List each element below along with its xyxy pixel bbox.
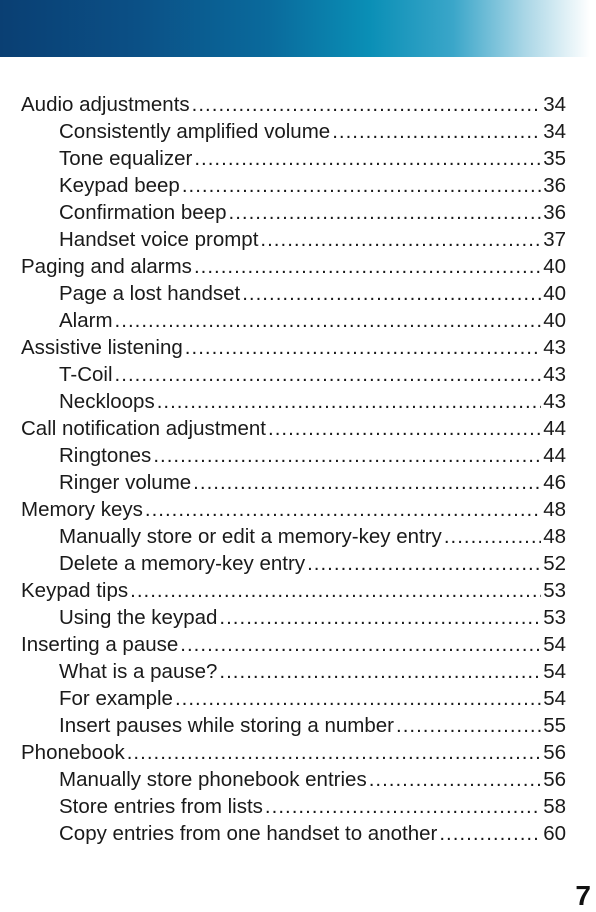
toc-subentry <box>21 820 566 847</box>
dot-leader <box>192 91 542 118</box>
toc-entry-title: Handset voice prompt <box>59 228 259 251</box>
toc-subentry <box>21 172 566 199</box>
toc-subentry <box>21 550 566 577</box>
dot-leader <box>130 577 541 604</box>
toc-entry-page: 55 <box>543 714 566 737</box>
toc-entry-page: 43 <box>543 363 566 386</box>
dot-leader <box>194 253 541 280</box>
toc-entry-page: 52 <box>543 552 566 575</box>
toc-entry-page: 53 <box>543 579 566 602</box>
toc-entry-page: 36 <box>543 201 566 224</box>
toc-entry-title: Keypad tips <box>21 579 129 602</box>
dot-leader <box>157 388 541 415</box>
dot-leader <box>175 685 541 712</box>
dot-leader <box>332 118 541 145</box>
toc-subentry <box>21 199 566 226</box>
toc-subentry <box>21 361 566 388</box>
toc-subentry <box>21 118 566 145</box>
dot-leader <box>219 604 541 631</box>
toc-entry-title: Inserting a pause <box>21 633 179 656</box>
toc-entry-title: Alarm <box>59 309 113 332</box>
toc-entry-page: 40 <box>543 255 566 278</box>
toc-subentry <box>21 712 566 739</box>
toc-entry-title: Paging and alarms <box>21 255 192 278</box>
toc-entry-page: 43 <box>543 336 566 359</box>
toc-subentry <box>21 226 566 253</box>
toc-entry <box>21 334 566 361</box>
toc-entry <box>21 91 566 118</box>
dot-leader <box>145 496 541 523</box>
dot-leader <box>369 766 541 793</box>
toc-entry-title: Insert pauses while storing a number <box>59 714 395 737</box>
toc-subentry <box>21 658 566 685</box>
toc-entry-page: 54 <box>543 633 566 656</box>
toc-entry-title: What is a pause? <box>59 660 218 683</box>
toc-entry-page: 37 <box>543 228 566 251</box>
toc-entry-page: 46 <box>543 471 566 494</box>
dot-leader <box>439 820 541 847</box>
dot-leader <box>182 172 541 199</box>
toc-subentry <box>21 442 566 469</box>
toc-entry-page: 56 <box>543 768 566 791</box>
toc-entry-page: 35 <box>543 147 566 170</box>
dot-leader <box>153 442 541 469</box>
toc-entry-title: Memory keys <box>21 498 143 521</box>
toc-entry-page: 54 <box>543 660 566 683</box>
header-banner <box>0 0 596 57</box>
toc-entry-page: 44 <box>543 417 566 440</box>
toc-entry <box>21 631 566 658</box>
toc-entry-page: 56 <box>543 741 566 764</box>
toc-subentry <box>21 685 566 712</box>
toc-subentry <box>21 280 566 307</box>
dot-leader <box>242 280 541 307</box>
dot-leader <box>115 307 542 334</box>
toc-entry-title: Copy entries from one handset to another <box>59 822 438 845</box>
dot-leader <box>444 523 541 550</box>
toc-entry <box>21 415 566 442</box>
toc-entry-title: Manually store or edit a memory-key entry <box>59 525 442 548</box>
dot-leader <box>229 199 542 226</box>
toc-entry-page: 54 <box>543 687 566 710</box>
dot-leader <box>307 550 541 577</box>
toc-entry-title: Keypad beep <box>59 174 180 197</box>
dot-leader <box>180 631 541 658</box>
toc-entry-page: 40 <box>543 309 566 332</box>
toc-entry-title: Assistive listening <box>21 336 183 359</box>
toc-subentry <box>21 766 566 793</box>
toc-entry-title: Store entries from lists <box>59 795 263 818</box>
toc-subentry <box>21 523 566 550</box>
toc-subentry <box>21 604 566 631</box>
toc-entry <box>21 253 566 280</box>
toc-entry-title: Manually store phonebook entries <box>59 768 367 791</box>
toc-entry-page: 58 <box>543 795 566 818</box>
dot-leader <box>115 361 542 388</box>
toc-entry-title: Tone equalizer <box>59 147 193 170</box>
toc-entry-title: Phonebook <box>21 741 125 764</box>
toc-entry-page: 60 <box>543 822 566 845</box>
toc-entry-title: Delete a memory-key entry <box>59 552 306 575</box>
toc-entry-page: 40 <box>543 282 566 305</box>
toc-entry-page: 34 <box>543 93 566 116</box>
toc-subentry <box>21 388 566 415</box>
toc-entry-title: Call notification adjustment <box>21 417 266 440</box>
toc-entry-title: Consistently amplified volume <box>59 120 331 143</box>
toc-entry-title: Using the keypad <box>59 606 218 629</box>
toc-entry-title: T-Coil <box>59 363 113 386</box>
toc-entry-page: 44 <box>543 444 566 467</box>
toc-entry-page: 53 <box>543 606 566 629</box>
toc-entry-title: For example <box>59 687 173 710</box>
dot-leader <box>260 226 541 253</box>
dot-leader <box>185 334 541 361</box>
toc-entry-page: 43 <box>543 390 566 413</box>
toc-entry-title: Audio adjustments <box>21 93 190 116</box>
dot-leader <box>396 712 541 739</box>
toc-entry <box>21 496 566 523</box>
toc-entry-page: 36 <box>543 174 566 197</box>
toc-subentry <box>21 307 566 334</box>
toc-entry <box>21 577 566 604</box>
dot-leader <box>194 145 541 172</box>
toc-subentry <box>21 469 566 496</box>
toc-entry-title: Page a lost handset <box>59 282 241 305</box>
toc-entry-page: 34 <box>543 120 566 143</box>
toc-entry-page: 48 <box>543 525 566 548</box>
toc-entry-title: Ringtones <box>59 444 152 467</box>
dot-leader <box>193 469 541 496</box>
page-number: 7 <box>575 880 591 911</box>
toc-entry-title: Neckloops <box>59 390 155 413</box>
dot-leader <box>219 658 541 685</box>
dot-leader <box>265 793 541 820</box>
dot-leader <box>268 415 541 442</box>
toc-entry-title: Confirmation beep <box>59 201 227 224</box>
toc-entry <box>21 739 566 766</box>
toc-entry-page: 48 <box>543 498 566 521</box>
dot-leader <box>127 739 541 766</box>
toc-subentry <box>21 793 566 820</box>
toc-subentry <box>21 145 566 172</box>
table-of-contents <box>21 91 566 847</box>
toc-entry-title: Ringer volume <box>59 471 192 494</box>
